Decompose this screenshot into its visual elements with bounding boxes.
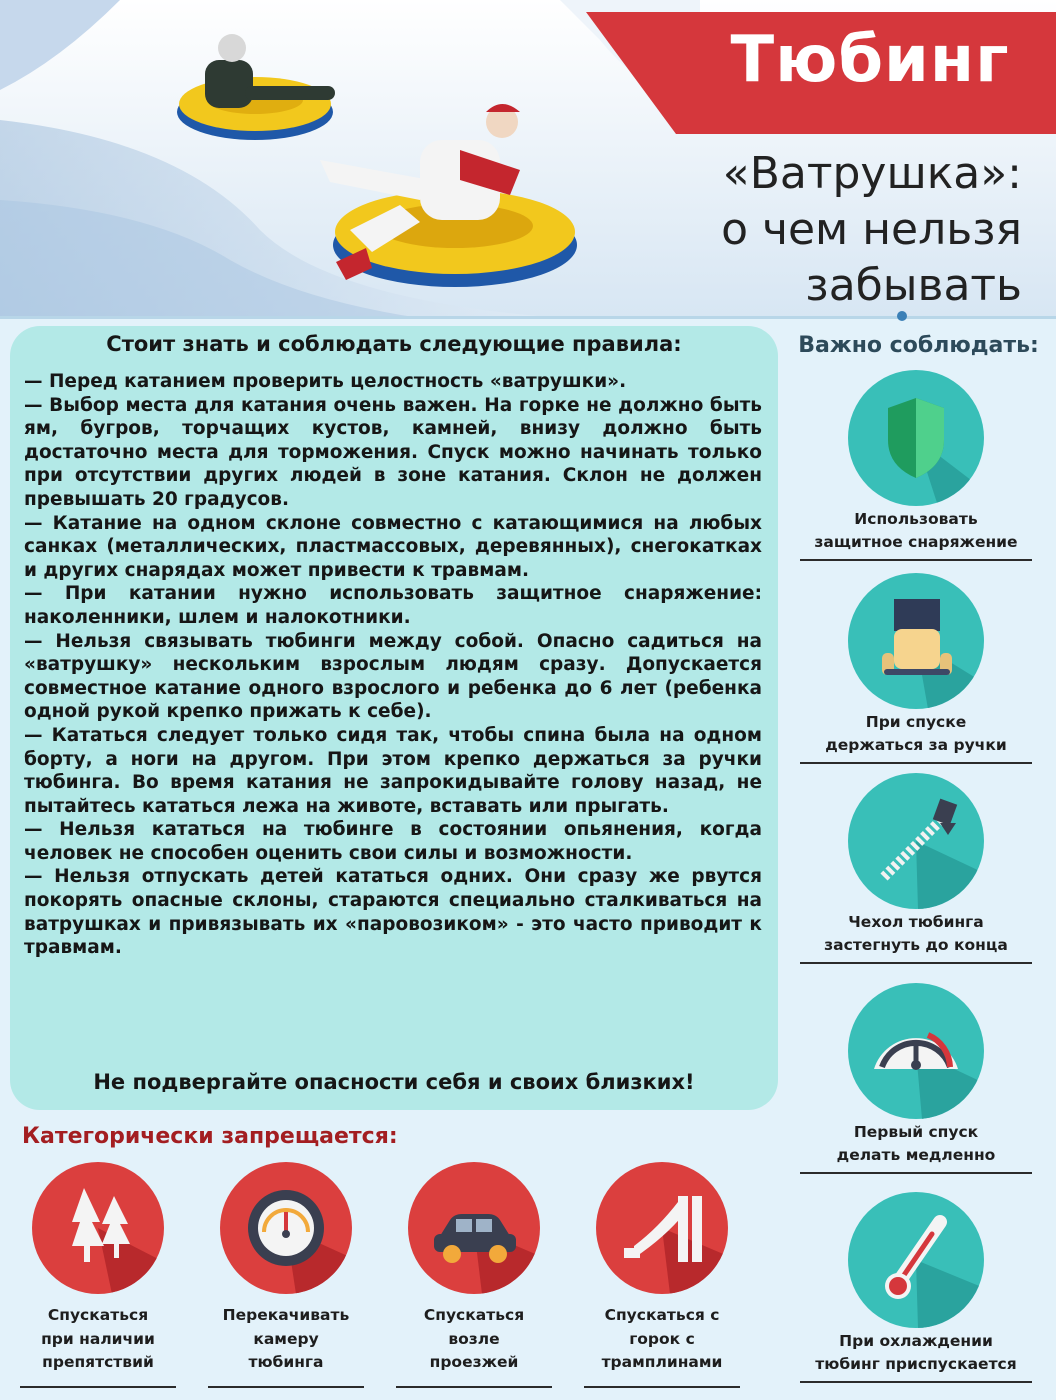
icon-circle xyxy=(848,1192,984,1328)
label-line: препятствий xyxy=(42,1353,154,1371)
label-line: камеру xyxy=(253,1329,319,1348)
rule-item: — Катание на одном склоне совместно с катающимися на любых санках (металлических, пластмассовых, деревянных), снегокатках и других снарядах может привести к травмам. xyxy=(24,512,762,581)
important-item-protective-gear xyxy=(800,370,1032,565)
label-line: Перекачивать xyxy=(222,1306,350,1324)
forbidden-label xyxy=(208,1304,364,1375)
label-line: трамплинами xyxy=(601,1353,723,1371)
label-line: возле xyxy=(448,1329,500,1348)
important-label-line: делать медленно xyxy=(836,1146,996,1164)
speedometer-icon xyxy=(848,983,984,1119)
hand-grip-icon xyxy=(848,573,984,709)
label-line: Спускаться с xyxy=(604,1306,720,1324)
important-item-zip-cover xyxy=(800,773,1032,968)
important-label-line: При спуске xyxy=(865,713,967,731)
forbidden-label xyxy=(396,1304,552,1375)
item-underline xyxy=(800,962,1032,964)
important-label-line: При охлаждении xyxy=(839,1332,993,1350)
forbidden-label xyxy=(20,1304,176,1375)
icon-circle xyxy=(848,983,984,1119)
rules-heading: Стоит знать и соблюдать следующие правила: xyxy=(106,332,682,356)
important-label-line: Использовать xyxy=(854,510,978,528)
forbidden-label xyxy=(584,1304,740,1375)
hero-banner xyxy=(0,0,1056,318)
important-item-slow-first-run xyxy=(800,983,1032,1178)
rules-panel xyxy=(10,326,778,1110)
pressure-gauge-icon xyxy=(220,1162,352,1294)
item-underline xyxy=(800,762,1032,764)
item-underline xyxy=(396,1386,552,1388)
divider-dot xyxy=(897,311,907,321)
item-underline xyxy=(800,1381,1032,1383)
item-underline xyxy=(208,1386,364,1388)
important-label-line: Чехол тюбинга xyxy=(848,913,984,931)
rule-item: — При катании нужно использовать защитное снаряжение: наколенники, шлем и налокотники. xyxy=(24,583,762,628)
rules-list xyxy=(24,370,762,960)
label-line: при наличии xyxy=(41,1329,155,1348)
important-label-line: Первый спуск xyxy=(853,1123,979,1141)
slide-ramp-icon xyxy=(596,1162,728,1294)
icon-circle xyxy=(408,1162,540,1294)
icon-circle xyxy=(848,573,984,709)
item-underline xyxy=(800,559,1032,561)
item-underline xyxy=(800,1172,1032,1174)
page-subtitle xyxy=(642,146,1022,314)
rule-item: — Нельзя отпускать детей кататься одних. Они сразу же рвутся покорять опасные склоны, стараются специально сталкиваться на ватрушках и привязывать их «паровозиком» - это часто приводит к травмам. xyxy=(24,866,762,959)
rule-item: — Нельзя кататься на тюбинге в состоянии опьянения, когда человек не способен оценить свои силы и возможности. xyxy=(24,819,762,864)
rule-item: — Выбор места для катания очень важен. На горке не должно быть ям, бугров, торчащих кустов, камней, внизу должно быть достаточно места для торможения. Спуск можно начинать только при отсутствии других людей в зоне катания. Склон не должен превышать 20 градусов. xyxy=(24,394,762,510)
subtitle-line: забывать xyxy=(805,260,1022,311)
important-label-line: держаться за ручки xyxy=(825,736,1007,754)
rule-item: — Кататься следует только сидя так, чтобы спина была на одном борту, а ноги на другом. При этом крепко держаться за ручки тюбинга. Во время катания не запрокидывайте голову назад, не пытайтесь кататься лежа на животе, вставать или прыгать. xyxy=(24,724,762,817)
rule-item: — Нельзя связывать тюбинги между собой. Опасно садиться на «ватрушку» нескольким взрослым людям сразу. Допускается совместное катание одного взрослого и ребенка до 6 лет (ребенка одной рукой крепко прижать к себе). xyxy=(24,630,762,723)
important-label-line: тюбинг приспускается xyxy=(815,1355,1017,1373)
icon-circle xyxy=(220,1162,352,1294)
zipper-icon xyxy=(848,773,984,909)
rule-item: — Перед катанием проверить целостность «ватрушки». xyxy=(24,371,627,392)
icon-circle xyxy=(848,370,984,506)
subtitle-line: о чем нельзя xyxy=(721,204,1022,255)
label-line: тюбинга xyxy=(248,1353,324,1371)
item-underline xyxy=(20,1386,176,1388)
icon-circle xyxy=(596,1162,728,1294)
important-label-line: защитное снаряжение xyxy=(814,533,1018,551)
important-item-deflate-cold xyxy=(800,1192,1032,1387)
trees-icon xyxy=(32,1162,164,1294)
rules-footer: Не подвергайте опасности себя и своих близких! xyxy=(93,1070,695,1094)
forbidden-heading: Категорически запрещается: xyxy=(22,1124,398,1149)
label-line: Спускаться xyxy=(47,1306,149,1324)
label-line: проезжей xyxy=(429,1353,519,1371)
icon-circle xyxy=(32,1162,164,1294)
label-line: Спускаться xyxy=(423,1306,525,1324)
car-icon xyxy=(408,1162,540,1294)
item-underline xyxy=(584,1386,740,1388)
subtitle-line: «Ватрушка»: xyxy=(722,148,1022,199)
shield-icon xyxy=(848,370,984,506)
label-line: горок с xyxy=(629,1329,695,1348)
important-item-hold-handles xyxy=(800,573,1032,768)
page-title: Тюбинг xyxy=(730,23,1010,97)
thermometer-icon xyxy=(848,1192,984,1328)
important-heading: Важно соблюдать: xyxy=(798,333,1039,358)
important-label-line: застегнуть до конца xyxy=(824,936,1008,954)
icon-circle xyxy=(848,773,984,909)
